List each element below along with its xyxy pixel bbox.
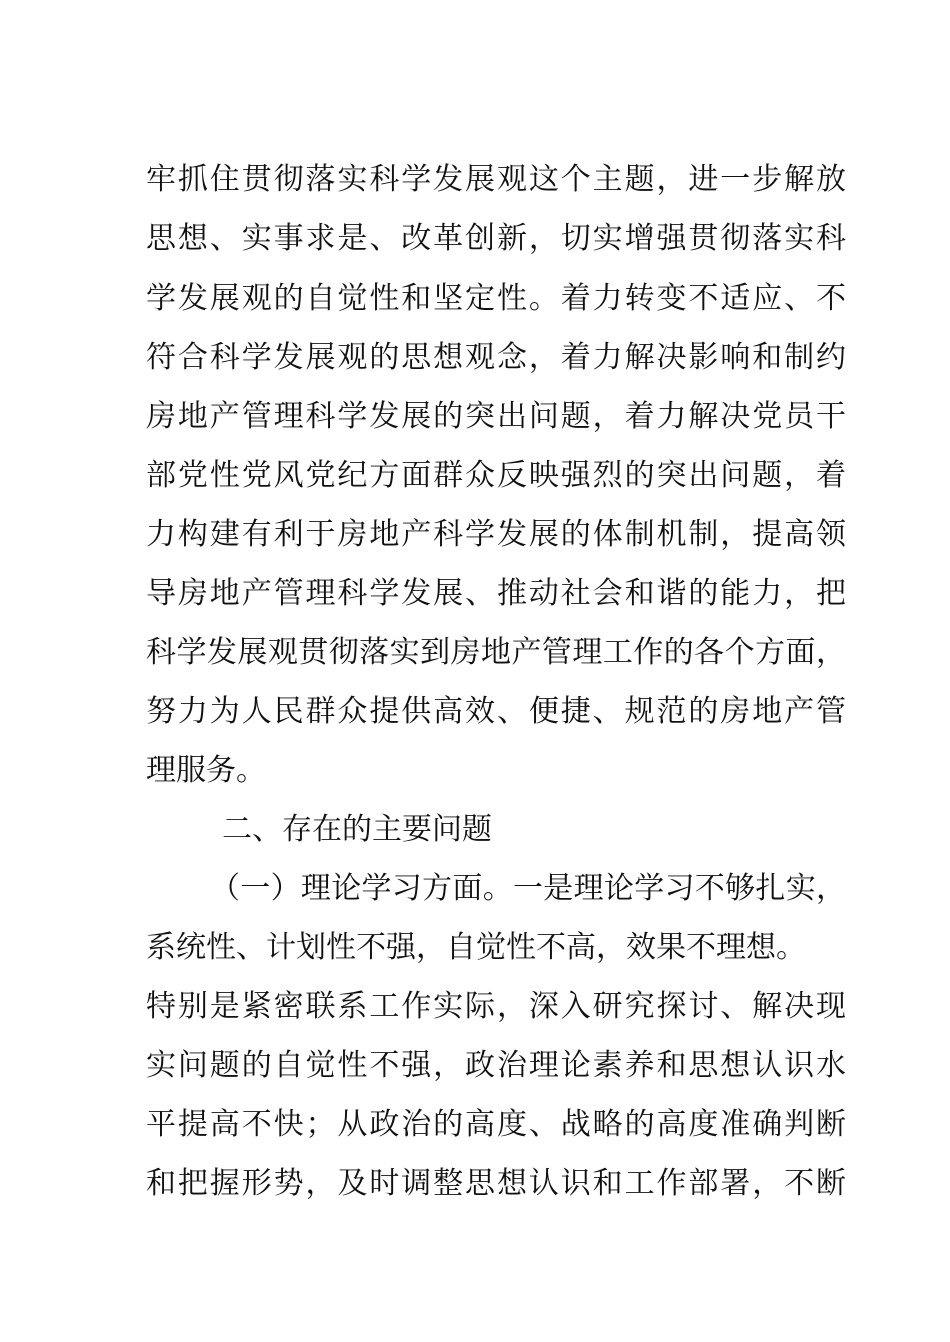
paragraph-line: 努力为人民群众提供高效、便捷、规范的房地产管 [146,694,846,729]
paragraph-line: 系统性、计划性不强，自觉性不高，效果不理想。 [146,930,806,965]
paragraph-line: 实问题的自觉性不强，政治理论素养和思想认识水 [146,1048,846,1083]
paragraph-line: 理服务。 [146,753,266,788]
paragraph-line: 牢抓住贯彻落实科学发展观这个主题，进一步解放 [146,162,846,197]
section-heading: 二、存在的主要问题 [222,812,492,847]
paragraph-line: 力构建有利于房地产科学发展的体制机制，提高领 [146,517,846,552]
paragraph-line: 科学发展观贯彻落实到房地产管理工作的各个方面， [146,635,846,670]
paragraph-line: 部党性党风党纪方面群众反映强烈的突出问题，着 [146,458,846,493]
paragraph-line: 导房地产管理科学发展、推动社会和谐的能力，把 [146,576,846,611]
paragraph-line: （一）理论学习方面。一是理论学习不够扎实， [210,871,846,906]
paragraph-line: 房地产管理科学发展的突出问题，着力解决党员干 [146,399,846,434]
paragraph-line: 学发展观的自觉性和坚定性。着力转变不适应、不 [146,281,846,316]
paragraph-line: 符合科学发展观的思想观念，着力解决影响和制约 [146,340,846,375]
paragraph-line: 特别是紧密联系工作实际，深入研究探讨、解决现 [146,989,846,1024]
paragraph-line: 平提高不快；从政治的高度、战略的高度准确判断 [146,1107,846,1142]
paragraph-line: 和把握形势，及时调整思想认识和工作部署，不断 [146,1166,846,1201]
paragraph-line: 思想、实事求是、改革创新，切实增强贯彻落实科 [146,221,846,256]
